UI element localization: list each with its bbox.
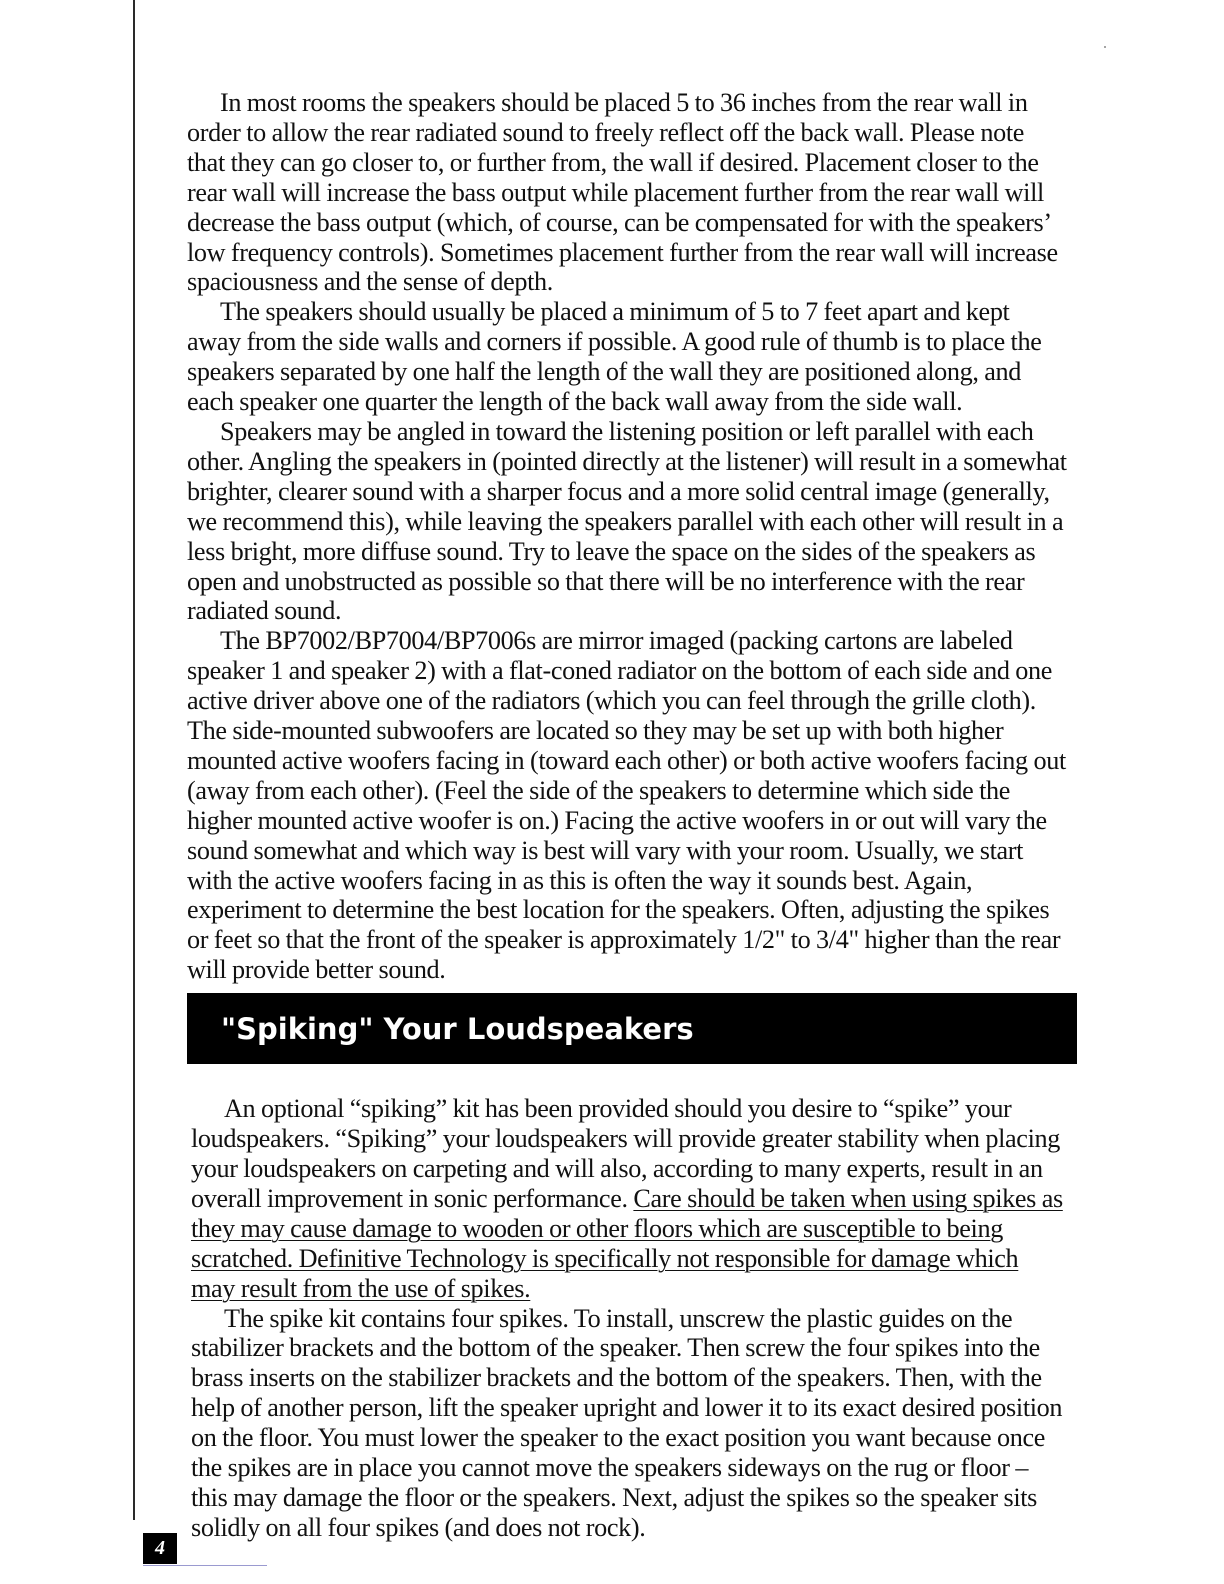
footer-rule bbox=[143, 1565, 267, 1566]
paragraph-spiking-intro bbox=[191, 1094, 1067, 1303]
paragraph-spike-install: The spike kit contains four spikes. To install, unscrew the plastic guides on the stabilizer brackets and the bottom of the speaker. Then screw the four spikes into the brass inserts on the stabilizer brackets and the bottom of the speakers. Then, with the help of another person, lift the speaker upright and lower it to its exact desired position on the floor. You must lower the speaker to the exact position you want because once the spikes are in place you cannot move the speakers sideways on the rug or floor – this may damage the floor or the speakers. Next, adjust the spikes so the speaker sits solidly on all four spikes (and does not rock). bbox=[191, 1303, 1063, 1542]
binding-margin-line bbox=[133, 0, 135, 1520]
paragraph-rear-wall-placement: In most rooms the speakers should be placed 5 to 36 inches from the rear wall in order to allow the rear radiated sound to freely reflect off the back wall. Please note that they can go closer to, or further from, the wall if desired. Placement closer to the rear wall will increase the bass output while placement further from the rear wall will decrease the bass output (which, of course, can be compensated for with the speakers’ low frequency controls). Sometimes placement further from the rear wall will increase spaciousness and the sense of depth. bbox=[187, 88, 1058, 297]
page-number: 4 bbox=[155, 1537, 165, 1559]
spiking-warning-text: Care should be taken when using spikes as they may cause damage to wooden or other floors which are susceptible to being scratched. Definitive Technology is specifically not responsible for damage which may result from the use of spikes. bbox=[191, 1183, 1063, 1303]
section-header-spiking bbox=[187, 993, 1077, 1064]
spiking-section-body bbox=[191, 1094, 1067, 1543]
paragraph-mirror-imaged-woofers: The BP7002/BP7004/BP7006s are mirror imaged (packing cartons are labeled speaker 1 and speaker 2) with a flat-coned radiator on the bottom of each side and one active driver above one of the radiators (which you can feel through the grille cloth). The side-mounted subwoofers are located so they may be set up with both higher mounted active woofers facing in (toward each other) or both active woofers facing out (away from each other). (Feel the side of the speakers to determine which side the higher mounted active woofer is on.) Facing the active woofers in or out will vary the sound somewhat and which way is best will vary with your room. Usually, we start with the active woofers facing in as this is often the way it sounds best. Again, experiment to determine the best location for the speakers. Often, adjusting the spikes or feet so that the front of the speaker is approximately 1/2" to 3/4" higher than the rear will provide better sound. bbox=[187, 626, 1066, 985]
page-content bbox=[187, 88, 1067, 1543]
section-title: "Spiking" Your Loudspeakers bbox=[221, 1011, 694, 1046]
page-number-badge bbox=[143, 1533, 177, 1564]
paragraph-speaker-spacing: The speakers should usually be placed a minimum of 5 to 7 feet apart and kept away from the side walls and corners if possible. A good rule of thumb is to place the speakers separated by one half the length of the wall they are positioned along, and each speaker one quarter the length of the back wall away from the side wall. bbox=[187, 297, 1042, 417]
spiking-intro-text: An optional “spiking” kit has been provided should you desire to “spike” your loudspeakers. “Spiking” your loudspeakers will provide greater stability when placing your loudspeakers on carpeting and will also, according to many experts, result in an overall improvement in sonic performance. bbox=[191, 1094, 1060, 1213]
scan-speck bbox=[1104, 46, 1106, 48]
paragraph-speaker-angling: Speakers may be angled in toward the listening position or left parallel with each other. Angling the speakers in (pointed directly at the listener) will result in a somewhat brighter, clearer sound with a sharper focus and a more solid central image (generally, we recommend this), while leaving the speakers parallel with each other will result in a less bright, more diffuse sound. Try to leave the space on the sides of the speakers as open and unobstructed as possible so that there will be no interference with the rear radiated sound. bbox=[187, 416, 1067, 626]
